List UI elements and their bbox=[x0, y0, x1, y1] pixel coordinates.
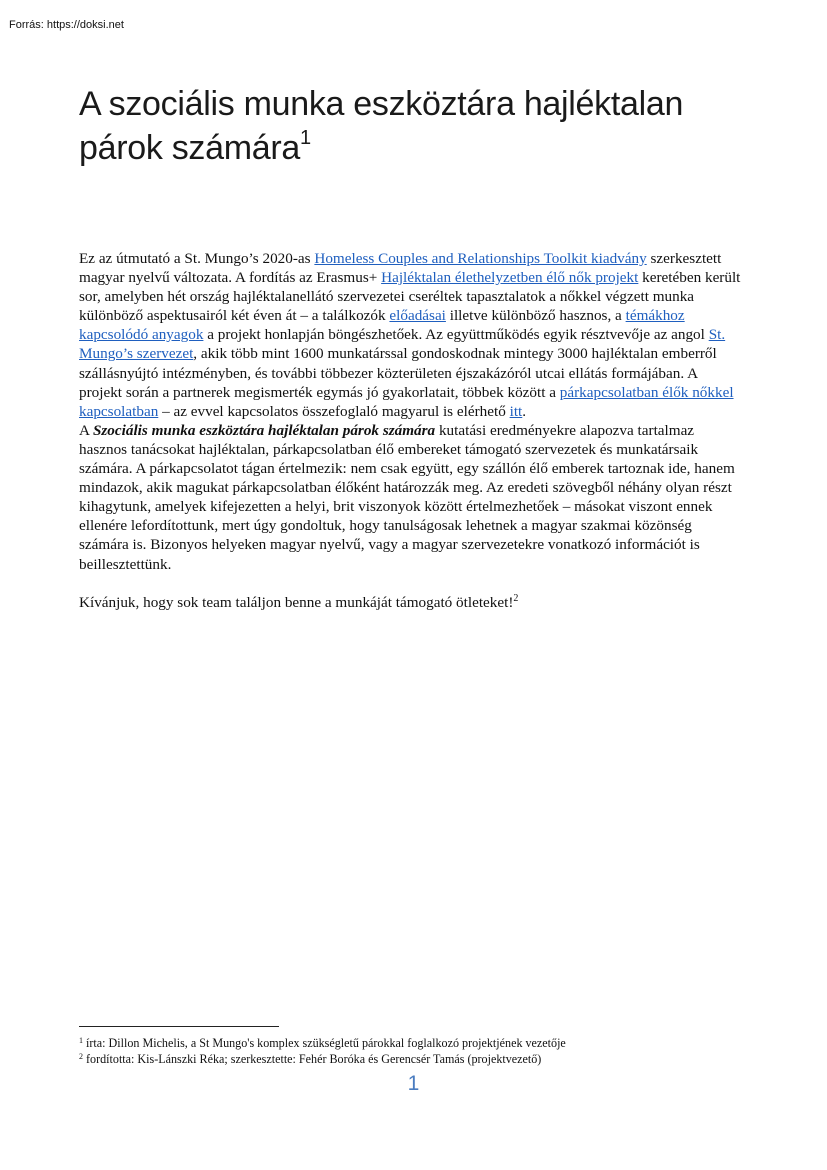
text-run: A bbox=[79, 421, 93, 439]
paragraph-intro bbox=[79, 249, 744, 421]
text-run: . bbox=[522, 402, 527, 420]
text-run: , akik több mint 1600 munkatárssal gondoskodnak mintegy 3000 hajléktalan emberről szállásnyújtó intézményben, és további többezer közterületen éjszakázóról utcai ellátás formájában. A projekt során a partnerek megismerték egymás jó gyakorlatait, többek között a bbox=[79, 345, 717, 401]
project-link[interactable]: Hajléktalan élethelyzetben élő nők projekt bbox=[381, 269, 639, 287]
footnote-text: fordította: Kis-Lánszki Réka; szerkesztette: Fehér Boróka és Gerencsér Tamás (projektvezető) bbox=[83, 1052, 542, 1066]
materials-link[interactable]: témákhoz kapcsolódó anyagok bbox=[79, 307, 685, 344]
footnote-item bbox=[79, 1035, 759, 1051]
paragraph-description bbox=[79, 421, 744, 574]
footnote-text: írta: Dillon Michelis, a St Mungo's komplex szükségletű párokkal foglalkozó projektjének vezetője bbox=[83, 1036, 566, 1050]
footnotes bbox=[79, 1035, 759, 1067]
page-title bbox=[79, 82, 759, 170]
title-footnote-ref[interactable]: 1 bbox=[299, 127, 311, 149]
text-run: a projekt honlapján böngészhetőek. Az együttműködés egyik résztvevője az angol bbox=[203, 326, 709, 344]
text-run: keretében került sor, amelyben hét ország hajléktalanellátó szervezetei cseréltek tapasztalatok a nőkkel végzett munka különböző aspektusairól két éven át – a találkozók bbox=[79, 269, 741, 325]
text-run: Kívánjuk, hogy sok team találjon benne a munkáját támogató ötleteket! bbox=[79, 593, 514, 611]
source-label: Forrás: https://doksi.net bbox=[9, 19, 124, 31]
presentations-link[interactable]: előadásai bbox=[389, 307, 446, 325]
footnote-number: 2 bbox=[79, 1052, 83, 1061]
text-run: kutatási eredményekre alapozva tartalmaz hasznos tanácsokat hajléktalan, párkapcsolatban élő embereket támogató szervezetek és munkatársaik számára. A párkapcsolatot tágan értelmezik: nem csak együtt, egy szállón élő emberek tartoznak ide, hanem mindazok, akik magukat párkapcsolatban élőként határozzák meg. Az eredeti szövegből néhány olyan részt kihagytunk, amelyek kifejezetten a helyi, brit viszonyok között értelmezhetőek – másokat viszont ennek ellenére lefordítottunk, mert úgy gondoltuk, hogy tanulságosak lehetnek a magyar szakmai közönség számára is. Bizonyos helyeken magyar nyelvű, vagy a magyar szervezetekre vonatkozó információt is beillesztettünk. bbox=[79, 421, 735, 573]
emphasized-title: Szociális munka eszköztára hajléktalan párok számára bbox=[92, 421, 436, 439]
paragraph-closing bbox=[79, 593, 744, 612]
body-text bbox=[79, 249, 744, 612]
text-run: – az evvel kapcsolatos összefoglaló magyarul is elérhető bbox=[158, 402, 510, 420]
footnote-number: 1 bbox=[79, 1036, 83, 1045]
summary-link[interactable]: itt bbox=[509, 402, 523, 420]
closing-footnote-ref[interactable]: 2 bbox=[513, 592, 519, 604]
toolkit-link[interactable]: Homeless Couples and Relationships Toolkit kiadvány bbox=[314, 250, 647, 267]
footnote-separator bbox=[79, 1026, 279, 1027]
page-number: 1 bbox=[407, 1072, 420, 1095]
st-mungos-link[interactable]: St. Mungo’s szervezet bbox=[79, 326, 726, 363]
text-run: Ez az útmutató a St. Mungo’s 2020-as bbox=[79, 250, 315, 267]
footnote-item bbox=[79, 1051, 759, 1067]
text-run: illetve különböző hasznos, a bbox=[445, 307, 626, 325]
relationships-link[interactable]: párkapcsolatban élők nőkkel kapcsolatban bbox=[79, 383, 734, 420]
title-text: A szociális munka eszköztára hajléktalan párok számára bbox=[79, 85, 684, 167]
text-run: szerkesztett magyar nyelvű változata. A fordítás az Erasmus+ bbox=[79, 250, 722, 287]
